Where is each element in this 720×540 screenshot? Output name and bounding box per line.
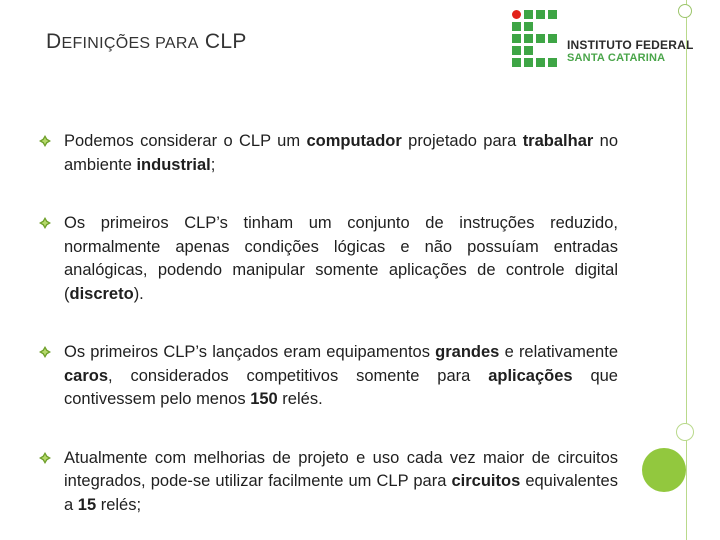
- logo-square: [512, 22, 521, 31]
- slide-title: [46, 30, 247, 54]
- text-run: relés;: [96, 495, 142, 514]
- text-run: ;: [210, 155, 216, 174]
- logo-square: [536, 10, 545, 19]
- text-run: Atualmente com melhorias de projeto e uso cada vez maior de circuitos integrados, pode-se utilizar facilmente um CLP para: [64, 448, 618, 490]
- logo-square: [536, 58, 545, 67]
- bullet-text: [64, 132, 618, 174]
- bold-text-run: discreto: [69, 284, 134, 303]
- logo-square: [524, 34, 533, 43]
- diamond-bullet-icon: [38, 451, 52, 465]
- title-end: CLP: [198, 30, 247, 53]
- decorative-circle-top: [678, 4, 692, 18]
- bold-text-run: aplicações: [488, 366, 573, 385]
- bullet-text: [64, 343, 618, 408]
- bold-text-run: 15: [77, 495, 97, 514]
- diamond-bullet-icon: [38, 134, 52, 148]
- text-run: e relativamente: [499, 343, 618, 361]
- bullet-list: [38, 130, 618, 517]
- bold-text-run: grandes: [435, 343, 500, 361]
- bold-text-run: trabalhar: [522, 132, 594, 150]
- bold-text-run: computador: [306, 132, 402, 150]
- logo-square: [524, 58, 533, 67]
- diamond-bullet-icon: [38, 216, 52, 230]
- logo-square: [512, 46, 521, 55]
- logo-square: [548, 34, 557, 43]
- logo-square: [512, 34, 521, 43]
- text-run: ).: [133, 284, 144, 303]
- logo-text-campus: SANTA CATARINA: [567, 52, 666, 64]
- ifsc-logo: [508, 6, 694, 72]
- diamond-bullet-icon: [38, 345, 52, 359]
- bullet-text: [64, 449, 618, 514]
- bullet-item: [38, 341, 618, 412]
- bold-text-run: caros: [64, 366, 109, 385]
- decorative-circle-filled: [642, 448, 686, 492]
- decorative-circle-outline: [676, 423, 694, 441]
- logo-square: [524, 46, 533, 55]
- bullet-item: [38, 447, 618, 518]
- logo-square: [548, 10, 557, 19]
- text-run: no ambiente: [64, 132, 619, 174]
- logo-dot-red: [512, 10, 521, 19]
- text-run: projetado para: [401, 132, 523, 150]
- text-run: que contivessem pelo menos: [64, 366, 618, 408]
- bold-text-run: circuitos: [451, 472, 521, 490]
- bold-text-run: 150: [250, 390, 278, 408]
- bullet-item: [38, 130, 618, 177]
- title-small-caps: EFINIÇÕES PARA: [61, 35, 199, 52]
- logo-square: [524, 10, 533, 19]
- decorative-vertical-line: [686, 0, 687, 540]
- text-run: Os primeiros CLP’s tinham um conjunto de instruções reduzido, normalmente apenas condições lógicas e não possuíam entradas analógicas, podendo manipular somente aplicações de controle digital (: [64, 214, 618, 303]
- logo-square: [524, 22, 533, 31]
- bullet-text: [64, 214, 618, 303]
- logo-square: [512, 58, 521, 67]
- text-run: , considerados competitivos somente para: [108, 366, 489, 385]
- text-run: equivalentes a: [64, 472, 618, 514]
- logo-text-institute: INSTITUTO FEDERAL: [567, 38, 694, 52]
- logo-square: [548, 58, 557, 67]
- logo-square: [536, 34, 545, 43]
- text-run: relés.: [277, 390, 323, 408]
- bold-text-run: industrial: [136, 155, 211, 174]
- bullet-item: [38, 212, 618, 306]
- title-initial: D: [46, 30, 62, 53]
- text-run: Os primeiros CLP’s lançados eram equipamentos: [64, 343, 436, 361]
- text-run: Podemos considerar o CLP um: [64, 132, 307, 150]
